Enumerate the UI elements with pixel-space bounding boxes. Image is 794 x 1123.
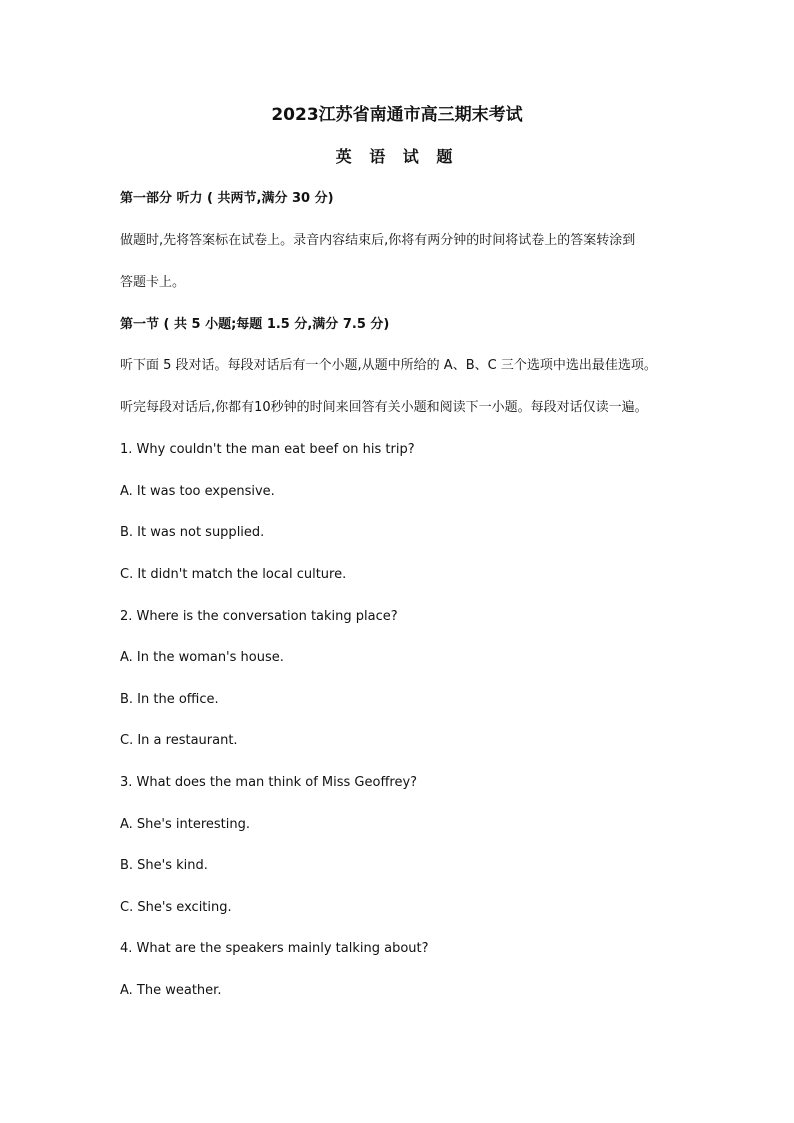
question-3: 3. What does the man think of Miss Geoffrey?	[120, 775, 418, 790]
section-instructions-line-1: 听下面 5 段对话。每段对话后有一个小题,从题中所给的 A、B、C 三个选项中选出最佳选项。	[120, 358, 657, 373]
document-subtitle: 英 语 试 题	[335, 147, 459, 166]
question-1-option-b: B. It was not supplied.	[120, 525, 265, 540]
question-2-option-b: B. In the office.	[120, 692, 219, 707]
document-title: 2023江苏省南通市高三期末考试	[271, 105, 523, 125]
instructions-line-1: 做题时,先将答案标在试卷上。录音内容结束后,你将有两分钟的时间将试卷上的答案转涂到	[120, 233, 636, 248]
section-instructions-line-2: 听完每段对话后,你都有10秒钟的时间来回答有关小题和阅读下一小题。每段对话仅读一遍。	[120, 400, 648, 415]
question-3-option-c: C. She's exciting.	[120, 900, 232, 915]
part-heading: 第一部分 听力 ( 共两节,满分 30 分)	[120, 191, 334, 206]
question-2-option-c: C. In a restaurant.	[120, 733, 238, 748]
question-4: 4. What are the speakers mainly talking about?	[120, 941, 429, 956]
section-heading: 第一节 ( 共 5 小题;每题 1.5 分,满分 7.5 分)	[120, 317, 390, 332]
instructions-line-2: 答题卡上。	[120, 275, 186, 290]
question-4-option-a: A. The weather.	[120, 983, 222, 998]
question-2: 2. Where is the conversation taking place?	[120, 609, 398, 624]
question-3-option-b: B. She's kind.	[120, 858, 208, 873]
question-1: 1. Why couldn't the man eat beef on his trip?	[120, 442, 415, 457]
question-2-option-a: A. In the woman's house.	[120, 650, 284, 665]
question-1-option-c: C. It didn't match the local culture.	[120, 567, 347, 582]
question-3-option-a: A. She's interesting.	[120, 817, 251, 832]
question-1-option-a: A. It was too expensive.	[120, 484, 275, 499]
